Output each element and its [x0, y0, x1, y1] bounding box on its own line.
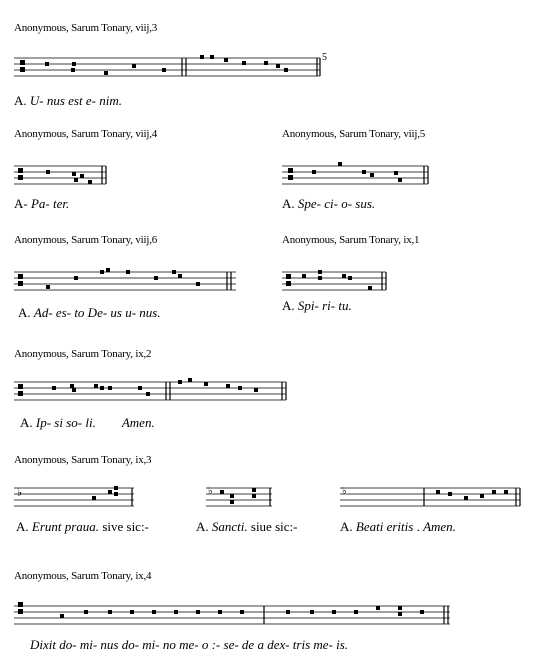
svg-text:♭: ♭ — [208, 486, 213, 497]
lyric-line — [30, 637, 348, 653]
music-staff — [14, 264, 240, 300]
example-caption: Anonymous, Sarum Tonary, ix,1 — [282, 234, 420, 246]
lyric-text: Pa- ter. — [30, 196, 70, 211]
amen-text: Amen. — [423, 519, 456, 534]
svg-text:♭: ♭ — [17, 487, 23, 499]
svg-text:♭: ♭ — [342, 486, 347, 497]
antiphon-marker: A. — [16, 519, 29, 534]
music-staff — [14, 480, 138, 514]
antiphon-marker: A. — [196, 519, 209, 534]
lyric-line — [14, 196, 69, 212]
antiphon-marker: A. — [282, 196, 295, 211]
lyric-line — [16, 519, 149, 535]
lyric-line — [14, 93, 122, 109]
antiphon-marker: A. — [340, 519, 353, 534]
example-caption: Anonymous, Sarum Tonary, ix,4 — [14, 570, 152, 582]
example-caption: Anonymous, Sarum Tonary, viij,3 — [14, 22, 158, 34]
lyric-line — [282, 298, 352, 314]
example-caption: Anonymous, Sarum Tonary, viij,5 — [282, 128, 426, 140]
lyric-text: Beati eritis — [355, 519, 414, 534]
antiphon-marker: A. — [18, 305, 31, 320]
lyric-text: Dixit do- mi- nus do- mi- no me- o :- se- de a dex- tris me- is. — [30, 637, 349, 652]
amen-text: Amen. — [121, 415, 155, 430]
rubric-text: siue sic:- — [250, 519, 298, 534]
music-staff — [14, 374, 294, 410]
verse-number: 5 — [322, 52, 327, 63]
example-caption: Anonymous, Sarum Tonary, viij,6 — [14, 234, 158, 246]
antiphon-marker: A. — [14, 93, 27, 108]
lyric-line — [20, 415, 155, 431]
example-caption: Anonymous, Sarum Tonary, ix,2 — [14, 348, 152, 360]
music-staff — [282, 158, 432, 192]
antiphon-marker: A. — [282, 298, 295, 313]
lyric-text: Spe- ci- o- sus. — [297, 196, 376, 211]
lyric-text: Spi- ri- tu. — [297, 298, 352, 313]
lyric-text: U- nus est e- nim. — [29, 93, 122, 108]
lyric-text: Sancti. — [211, 519, 248, 534]
music-staff — [206, 480, 276, 514]
lyric-line — [282, 196, 375, 212]
example-caption: Anonymous, Sarum Tonary, ix,3 — [14, 454, 152, 466]
music-staff — [14, 158, 114, 192]
lyric-line — [18, 305, 161, 321]
antiphon-marker: A. — [20, 415, 33, 430]
lyric-text: Erunt praua. — [31, 519, 100, 534]
lyric-line — [340, 519, 456, 535]
rubric-text: sive sic:- — [102, 519, 149, 534]
lyric-text: Ip- si so- li. — [35, 415, 96, 430]
music-staff — [282, 264, 394, 298]
lyric-text: Ad- es- to De- us u- nus. — [33, 305, 161, 320]
example-caption: Anonymous, Sarum Tonary, viij,4 — [14, 128, 158, 140]
music-staff — [14, 598, 454, 632]
antiphon-marker: A- — [14, 196, 28, 211]
lyric-line — [196, 519, 297, 535]
music-staff — [14, 50, 334, 84]
rubric-text: . — [416, 519, 420, 534]
music-staff — [340, 480, 524, 514]
